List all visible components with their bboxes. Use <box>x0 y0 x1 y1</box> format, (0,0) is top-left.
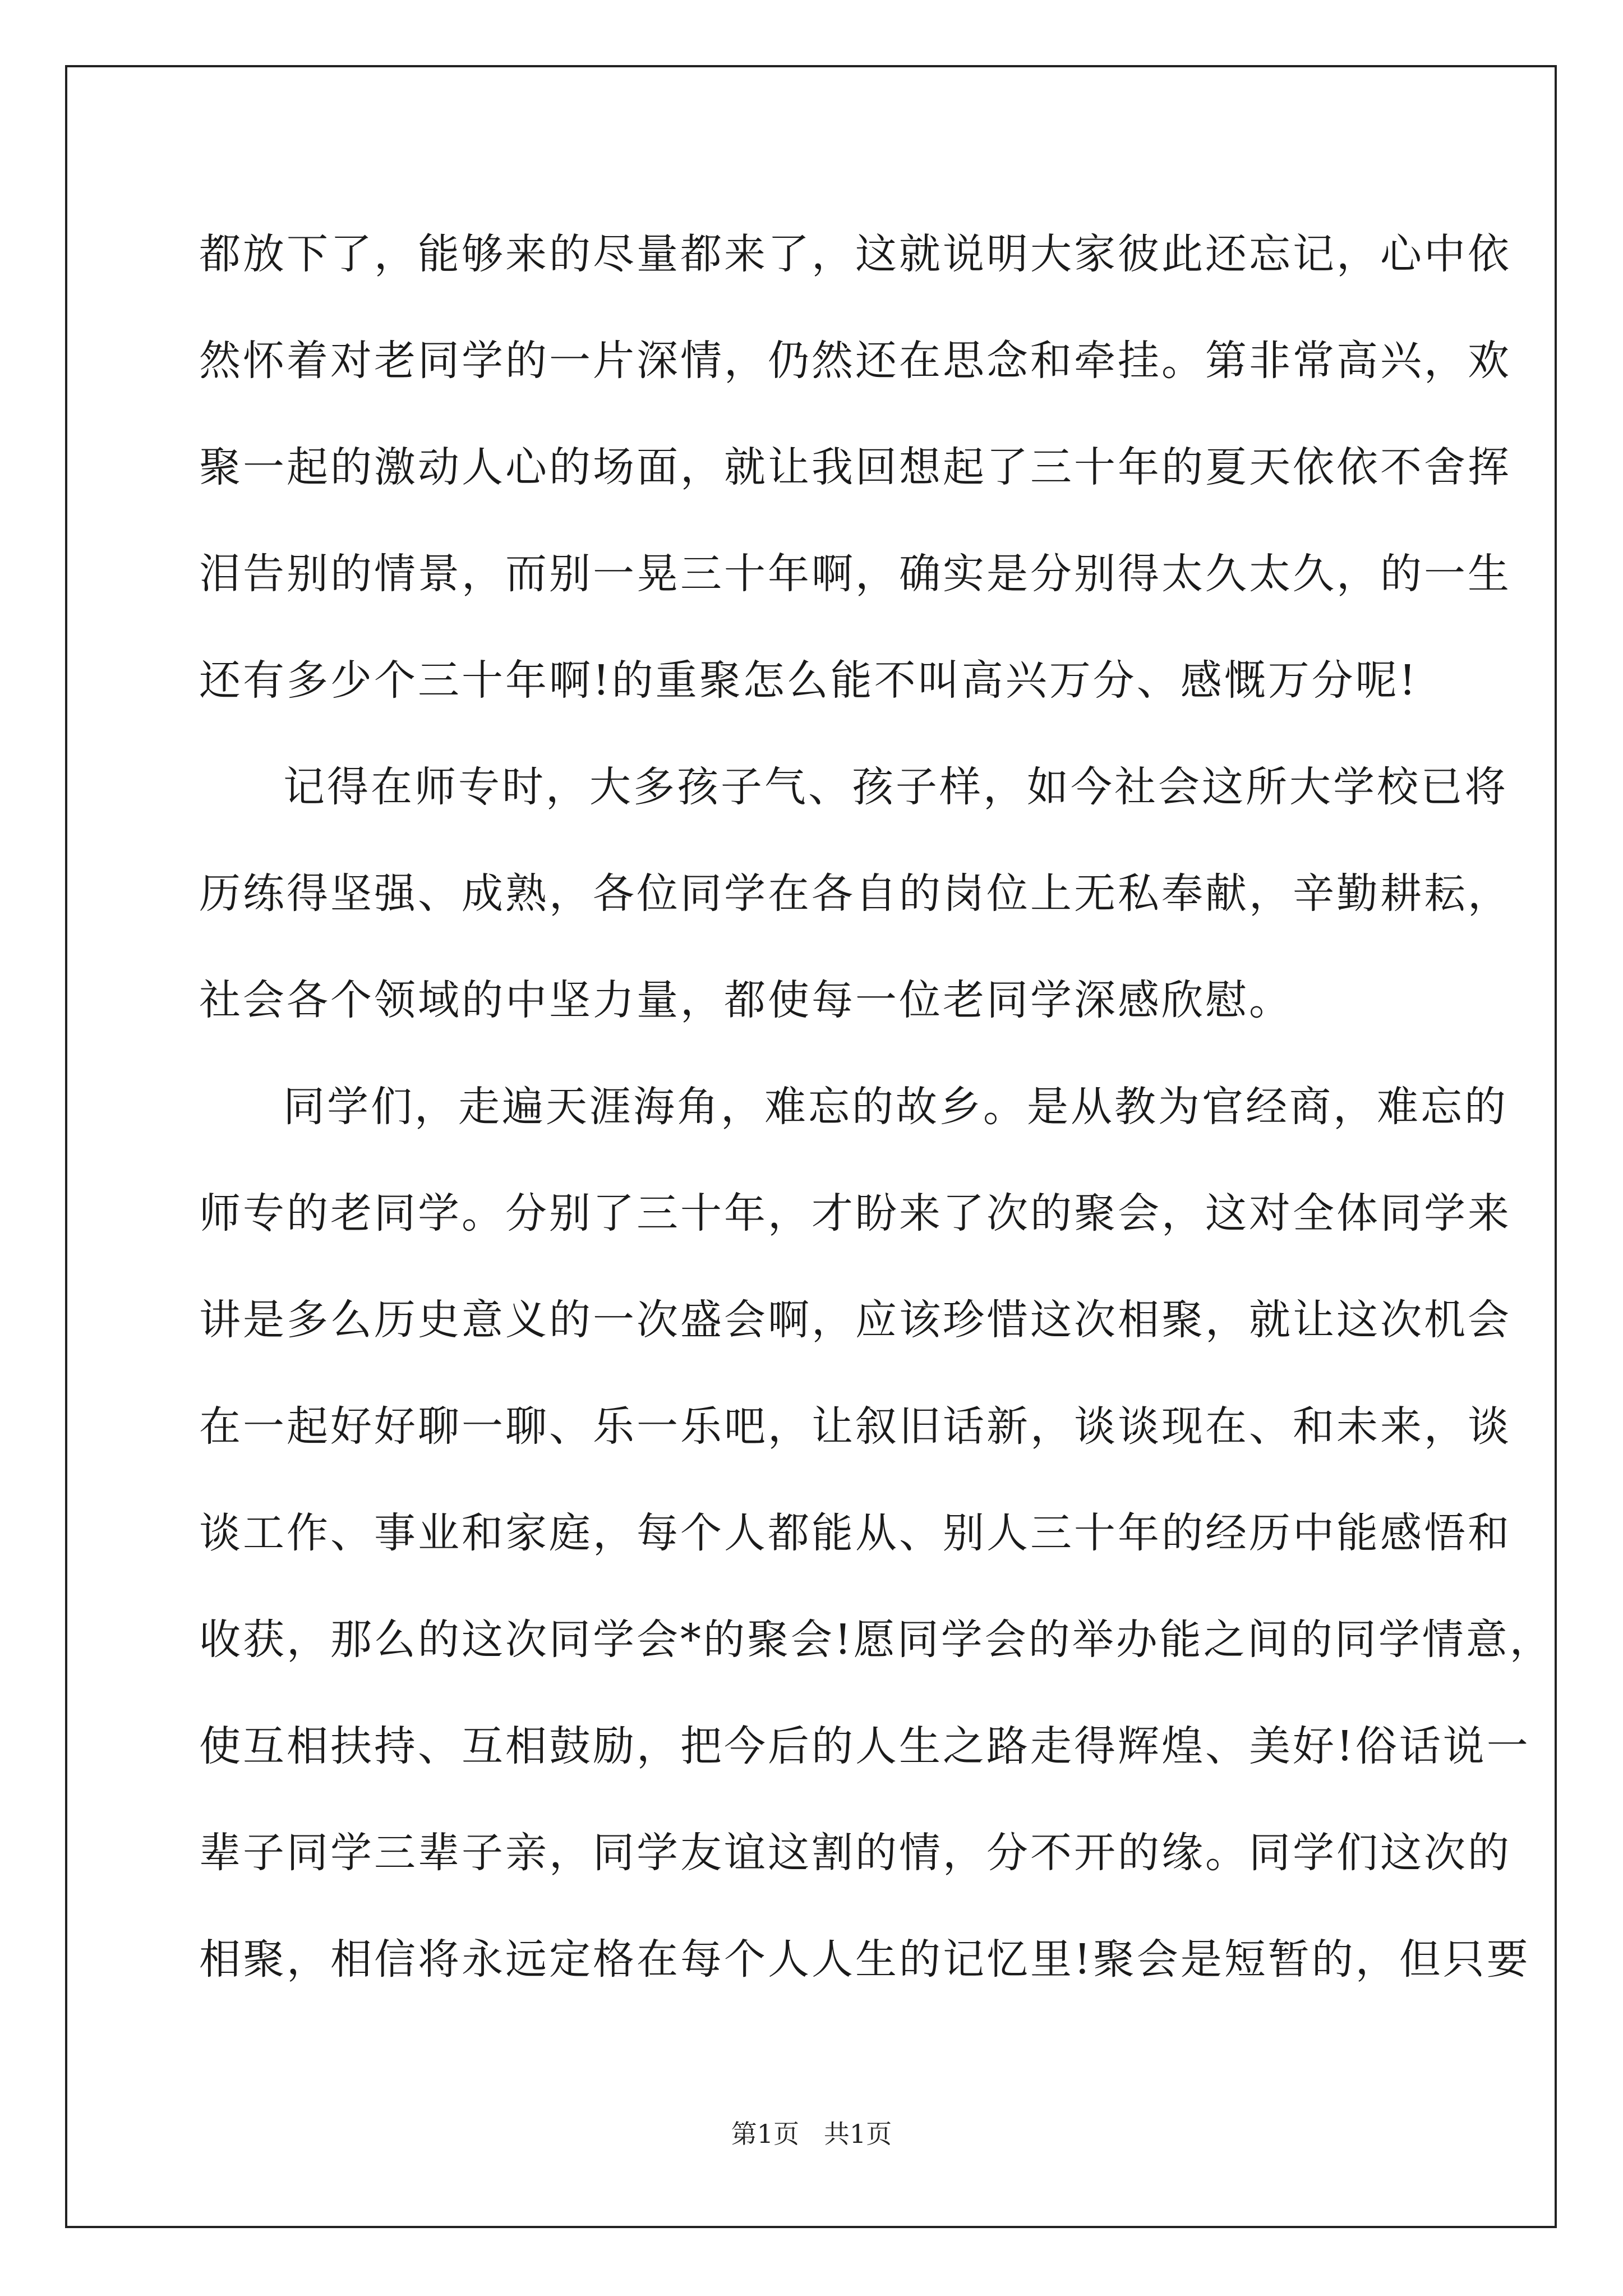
text-line: 泪告别的情景，而别一晃三十年啊，确实是分别得太久太久，的一生 <box>199 550 1511 598</box>
text-line: 辈子同学三辈子亲，同学友谊这割的情，分不开的缘。同学们这次的 <box>199 1829 1511 1877</box>
text-line: 还有多少个三十年啊!的重聚怎么能不叫高兴万分、感慨万分呢! <box>199 656 1418 705</box>
text-line: 使互相扶持、互相鼓励，把今后的人生之路走得辉煌、美好!俗话说一 <box>199 1722 1530 1770</box>
text-line: 聚一起的激动人心的场面，就让我回想起了三十年的夏天依依不舍挥 <box>199 443 1511 491</box>
text-line: 谈工作、事业和家庭，每个人都能从、别人三十年的经历中能感悟和 <box>199 1509 1511 1557</box>
document-body <box>199 223 1553 2035</box>
text-line: 记得在师专时，大多孩子气、孩子样，如今社会这所大学校已将 <box>283 763 1508 811</box>
text-line: 讲是多么历史意义的一次盛会啊，应该珍惜这次相聚，就让这次机会 <box>199 1296 1511 1344</box>
text-line: 都放下了，能够来的尽量都来了，这就说明大家彼此还忘记，心中依 <box>199 230 1511 278</box>
text-line: 历练得坚强、成熟，各位同学在各自的岗位上无私奉献，辛勤耕耘， <box>199 869 1511 918</box>
text-line: 然怀着对老同学的一片深情，仍然还在思念和牵挂。第非常高兴，欢 <box>199 337 1511 385</box>
text-line: 在一起好好聊一聊、乐一乐吧，让叙旧话新，谈谈现在、和未来，谈 <box>199 1402 1511 1451</box>
text-line: 收获，那么的这次同学会*的聚会!愿同学会的举办能之间的同学情意， <box>199 1616 1553 1664</box>
text-line: 师专的老同学。分别了三十年，才盼来了次的聚会，这对全体同学来 <box>199 1189 1511 1237</box>
text-line: 社会各个领域的中坚力量，都使每一位老同学深感欣慰。 <box>199 976 1293 1024</box>
page-number-footer: 第1页 共1页 <box>731 2119 892 2149</box>
text-line: 相聚，相信将永远定格在每个人人生的记忆里!聚会是短暂的，但只要 <box>199 1935 1530 1984</box>
text-line: 同学们，走遍天涯海角，难忘的故乡。是从教为官经商，难忘的 <box>283 1083 1508 1131</box>
